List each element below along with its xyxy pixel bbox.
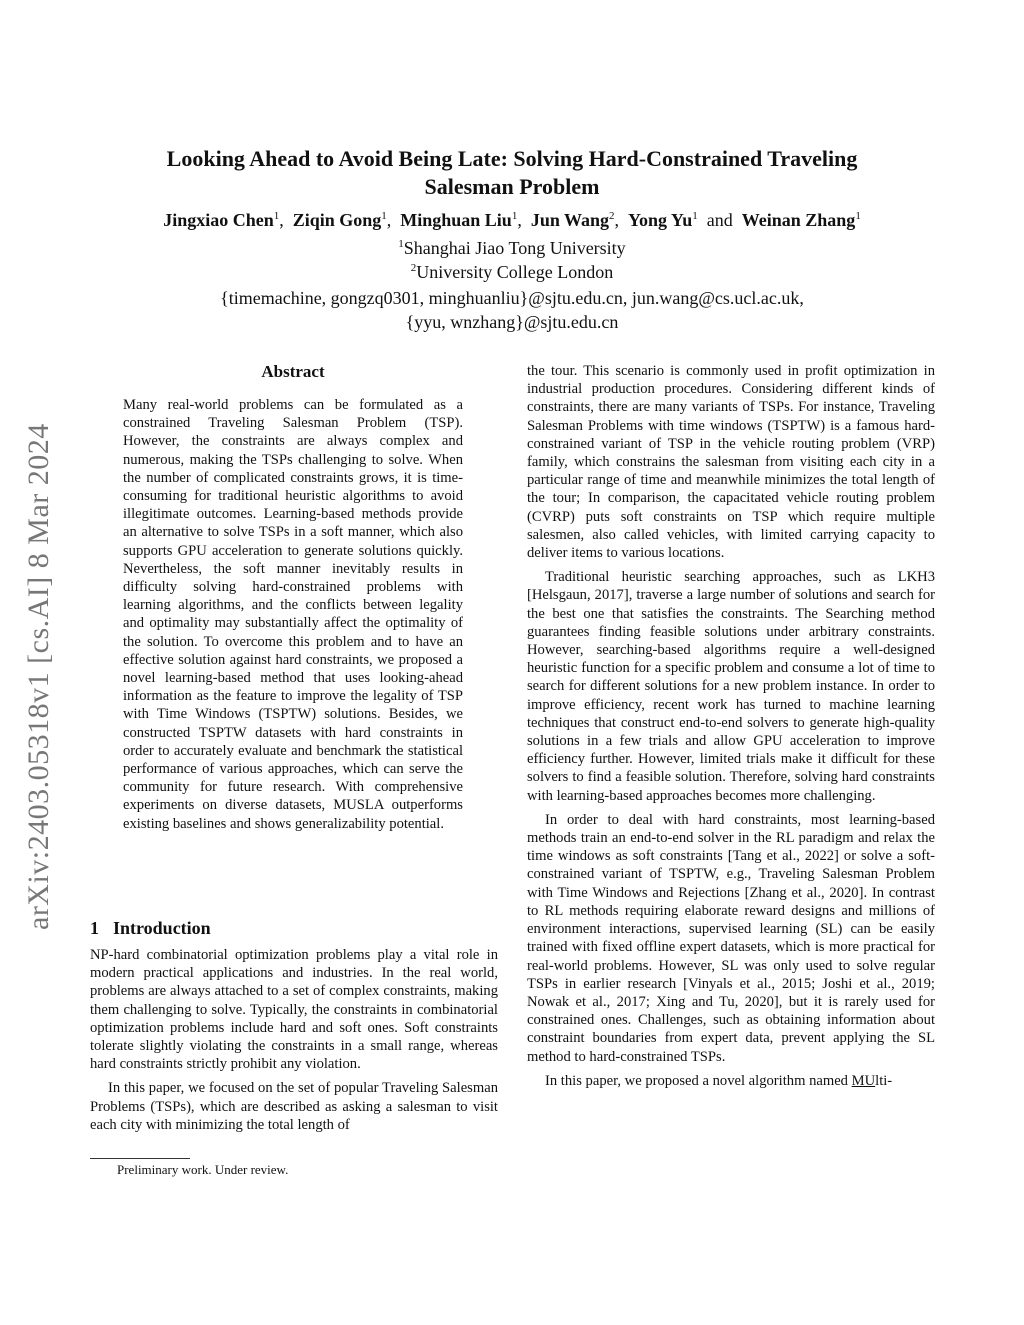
right-column	[527, 362, 935, 1096]
paragraph: Traditional heuristic searching approaches, such as LKH3 [Helsgaun, 2017], traverse a large number of solutions and search for the best one that satisfies the constraints. The Searching method guarantees finding feasible solutions under arbitrary constraints. However, searching-based algorithms require a well-designed heuristic function for a specific problem and consume a lot of time to search for different solutions for a new problem instance. In order to improve efficiency, recent work has turned to machine learning techniques that construct end-to-end solvers to generate high-quality solutions in a few trials and allow GPU acceleration to improve efficiency further. However, limited trials make it difficult for these solvers to find a feasible solution. Therefore, solving hard constraints with learning-based approaches becomes more challenging.	[527, 569, 935, 804]
author-affiliation-mark: 2	[609, 210, 615, 222]
affiliation-mark: 2	[410, 262, 417, 274]
footnote-rule	[90, 1158, 190, 1159]
title-line-2: Salesman Problem	[424, 174, 600, 199]
author-affiliation-mark: 1	[511, 210, 518, 222]
author-name: Yong Yu	[628, 210, 693, 230]
section-title: Introduction	[113, 918, 211, 938]
paragraph	[527, 1072, 935, 1090]
intro-left-column	[90, 946, 498, 1140]
author-name: Jingxiao Chen	[163, 210, 274, 230]
paper-title	[110, 145, 914, 201]
paragraph: NP-hard combinatorial optimization problems play a vital role in modern practical applications and industries. In the real world, problems are always attached to a set of complex constraints, making them challenging to solve. Typically, the constraints in combinatorial optimization problems include hard and soft ones. Soft constraints tolerate slightly violating the constraints in a small range, whereas hard constraints strictly prohibit any violation.	[90, 947, 498, 1073]
title-line-1: Looking Ahead to Avoid Being Late: Solving Hard-Constrained Traveling	[166, 146, 858, 171]
affiliation-mark: 1	[398, 238, 404, 250]
author-separator: ,	[614, 210, 620, 230]
affiliation-name: Shanghai Jiao Tong University	[403, 238, 626, 258]
paragraph-text: lti-	[875, 1072, 893, 1089]
author-separator: ,	[517, 210, 522, 230]
author-name: Minghuan Liu	[400, 210, 512, 230]
author-and: and	[706, 210, 733, 230]
author-affiliation-mark: 1	[692, 210, 698, 222]
email-line-1: {timemachine, gongzq0301, minghuanliu}@sjtu.edu.cn, jun.wang@cs.ucl.ac.uk,	[220, 288, 804, 308]
paragraph: In order to deal with hard constraints, most learning-based methods train an end-to-end solver in the RL paradigm and relax the time windows as soft constraints [Tang et al., 2022] or solve a soft-constrained variant of TSPTW, e.g., Traveling Salesman Problem with Time Windows and Rejections [Zhang et al., 2020]. In contrast to RL methods requiring elaborate reward designs and millions of environment interactions, supervised learning (SL) can be easily trained with fixed offline expert datasets, which is more practical for real-world problems. However, SL was only used to solve regular TSPs in earlier research [Vinyals et al., 2015; Joshi et al., 2019; Nowak et al., 2017; Xing and Tu, 2020], but it is rarely used for constrained ones. Challenges, such as obtaining information about constraint boundaries from expert data, prevent applying the SL method to hard-constrained TSPs.	[527, 811, 935, 1065]
arxiv-identifier: arXiv:2403.05318v1 [cs.AI] 8 Mar 2024	[22, 423, 55, 930]
underlined-acronym: MU	[851, 1072, 876, 1089]
affiliation	[110, 238, 914, 259]
affiliation-name: University College London	[416, 262, 614, 282]
email-line-2: {yyu, wnzhang}@sjtu.edu.cn	[405, 312, 619, 332]
author-name: Weinan Zhang	[741, 210, 856, 230]
section-number: 1	[90, 918, 99, 938]
author-name: Ziqin Gong	[292, 210, 382, 230]
paragraph: the tour. This scenario is commonly used in profit optimization in industrial production procedures. Considering different kinds of constraints, there are many variants of TSPs. For instance, Traveling Salesman Problems with time windows (TSPTW) is a famous hard-constrained variant of TSP in the vehicle routing problem (VRP) family, which constrains the salesman from visiting each city in a particular range of time and meanwhile minimizes the total length of the tour; In comparison, the capacitated vehicle routing problem (CVRP) puts soft constraints on TSP which require multiple salesmen, also called vehicles, with limited carrying capacity to deliver items to various locations.	[527, 363, 935, 562]
section-heading	[90, 918, 211, 939]
abstract-text: Many real-world problems can be formulated as a constrained Traveling Salesman Problem (TSP). However, the constraints are always complex and numerous, making the TSPs challenging to solve. When the number of complicated constraints grows, it is time-consuming for traditional heuristic algorithms to avoid illegitimate outcomes. Learning-based methods provide an alternative to solve TSPs in a soft manner, which also supports GPU acceleration to generate solutions quickly. Nevertheless, the soft manner inevitably results in difficulty solving hard-constrained problems with learning algorithms, and the conflicts between legality and optimality may substantially affect the optimality of the solution. To overcome this problem and to have an effective solution against hard constraints, we proposed a novel learning-based method that uses looking-ahead information as the feature to improve the legality of TSP with Time Windows (TSPTW) solutions. Besides, we constructed TSPTW datasets with hard constraints in order to accurately evaluate and benchmark the statistical performance of various approaches, which can serve the community for future research. With comprehensive experiments on diverse datasets, MUSLA outperforms existing baselines and shows generalizability potential.	[123, 397, 463, 832]
paragraph-text: In this paper, we proposed a novel algorithm named	[545, 1072, 852, 1089]
affiliation	[110, 262, 914, 283]
author-affiliation-mark: 1	[273, 210, 280, 222]
paragraph: In this paper, we focused on the set of popular Traveling Salesman Problems (TSPs), which are described as asking a salesman to visit each city with minimizing the total length of	[90, 1080, 498, 1133]
footnote: Preliminary work. Under review.	[117, 1162, 289, 1177]
abstract-body	[123, 396, 463, 839]
author-name: Jun Wang	[530, 210, 610, 230]
author-list	[60, 210, 964, 231]
author-affiliation-mark: 1	[855, 210, 861, 222]
author-separator: ,	[386, 210, 392, 230]
author-separator: ,	[279, 210, 284, 230]
abstract-heading: Abstract	[261, 362, 325, 381]
author-affiliation-mark: 1	[381, 210, 387, 222]
